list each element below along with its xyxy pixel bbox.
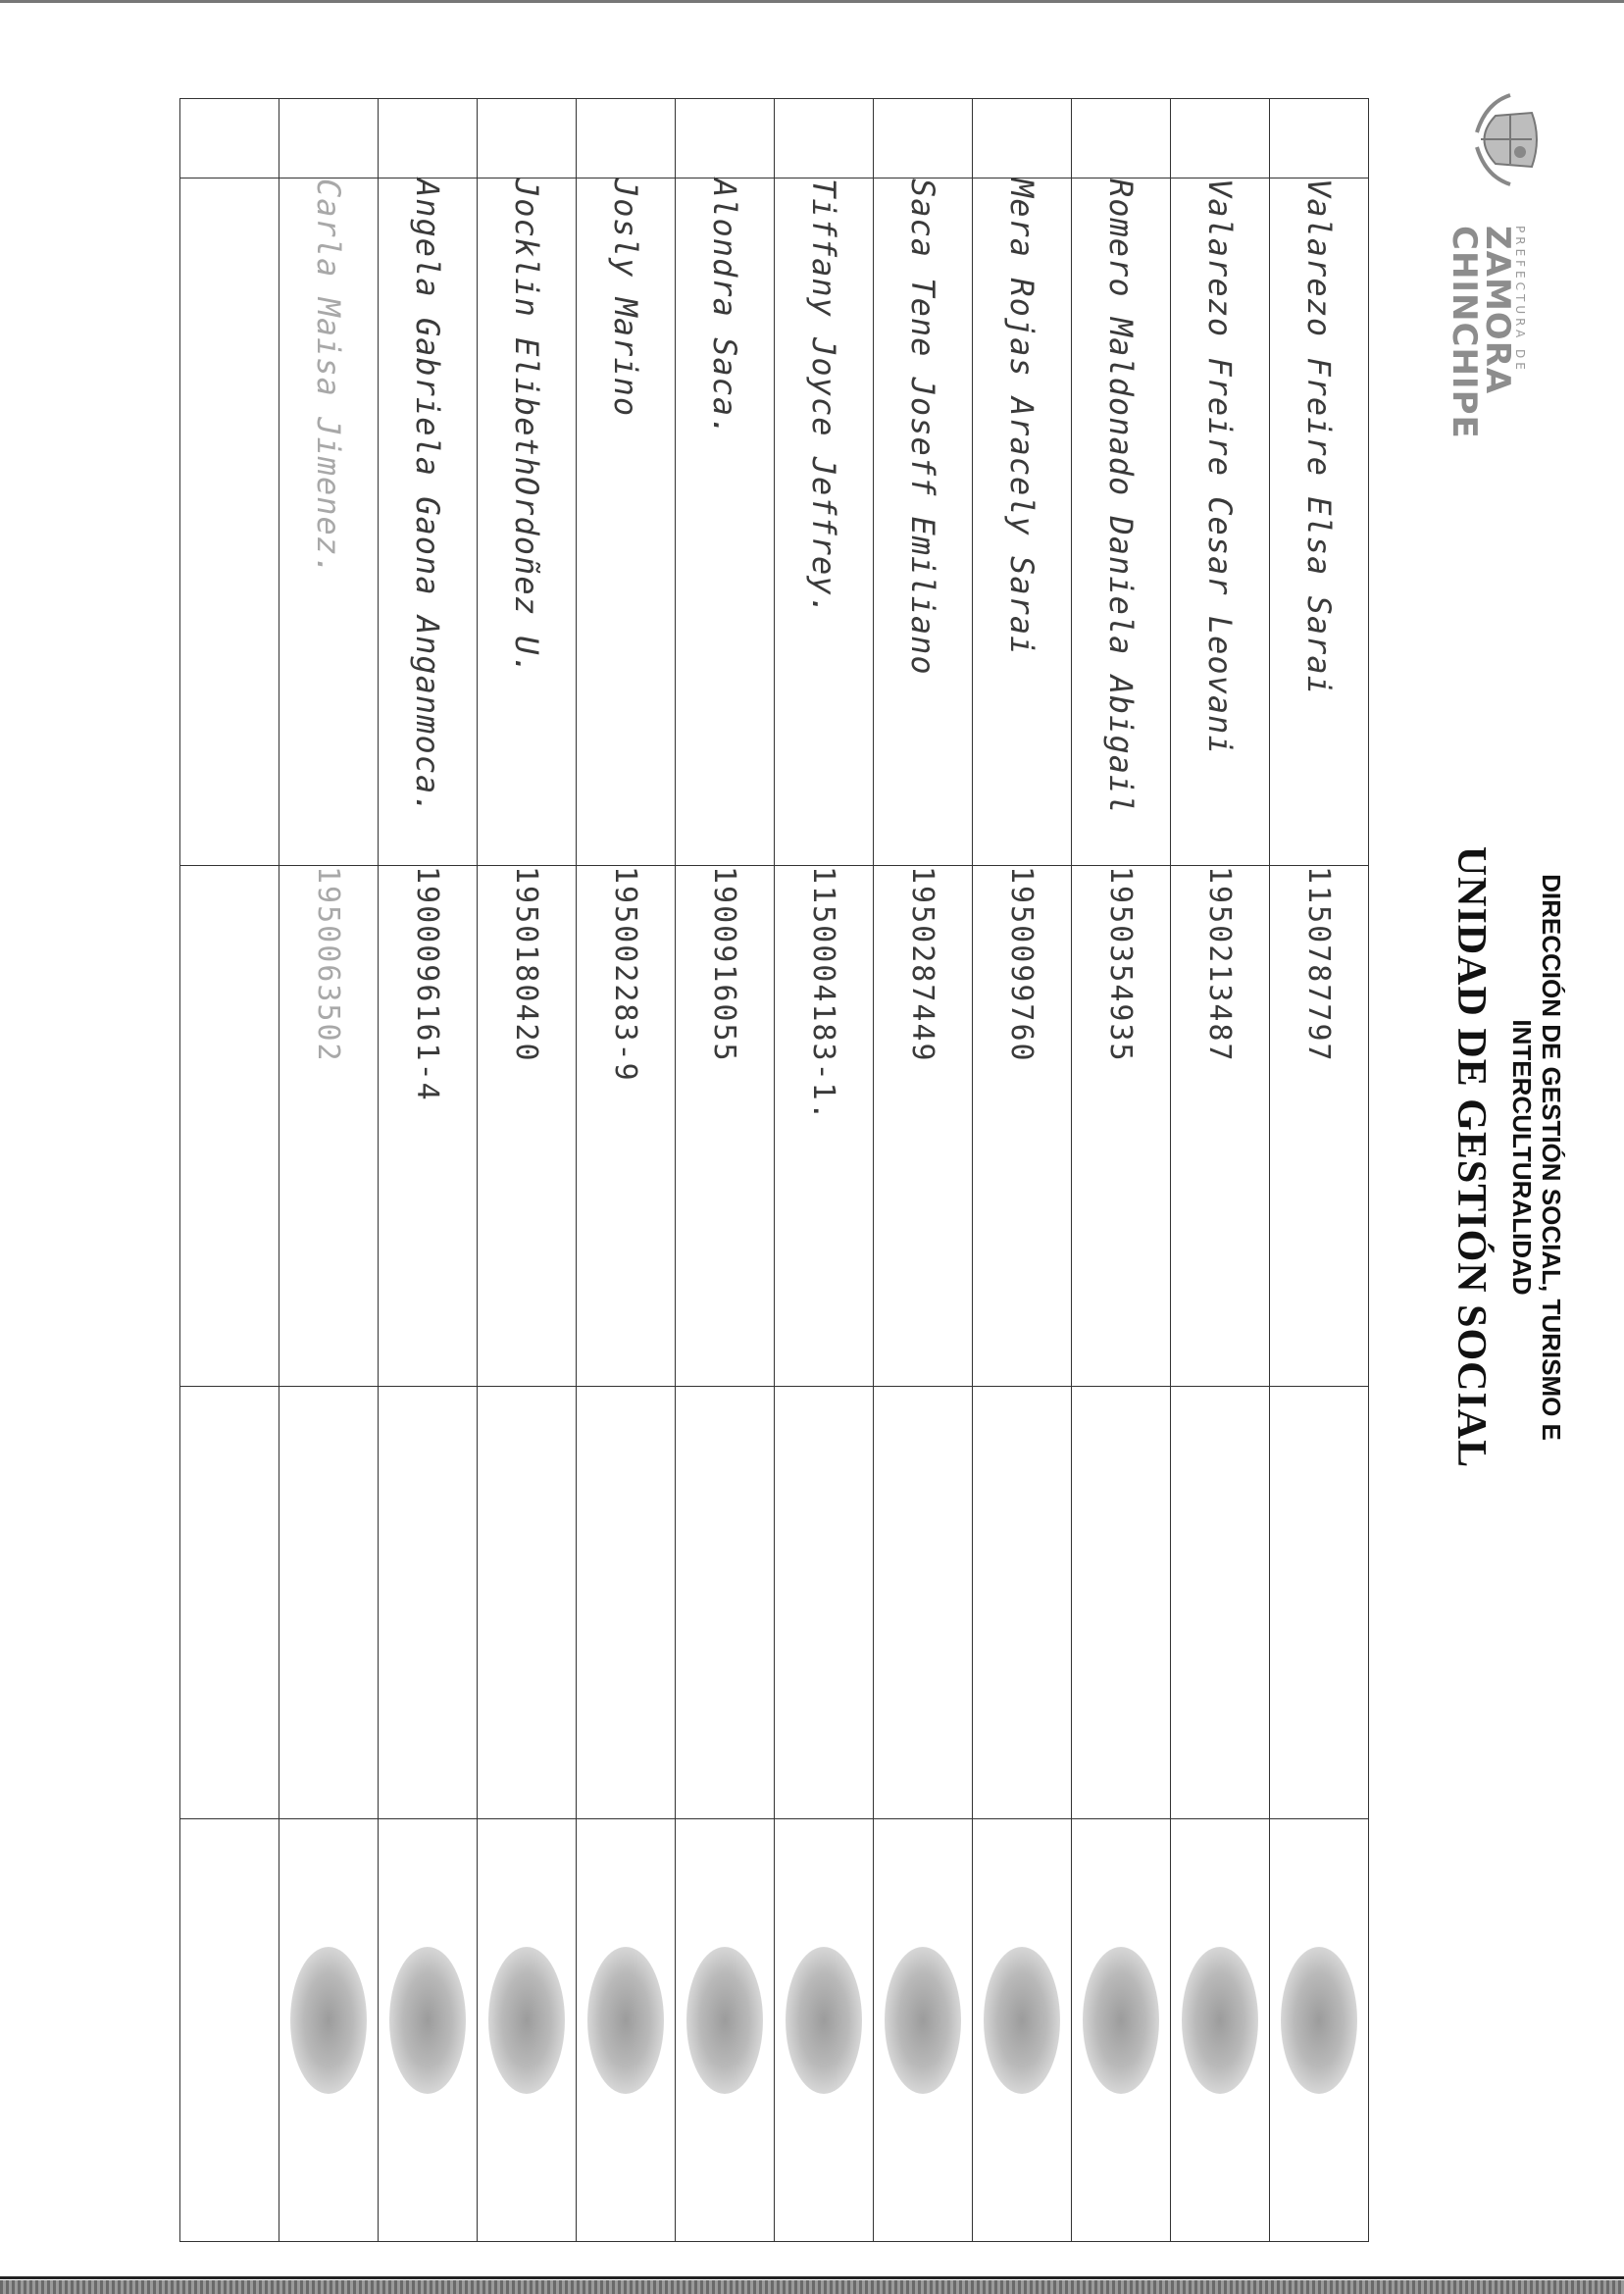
- direction-title: DIRECCIÓN DE GESTIÓN SOCIAL, TURISMO E INTERCULTURALIDAD: [1507, 874, 1566, 1441]
- id-number-cell: 1950213487: [1171, 866, 1270, 1387]
- id-number-cell: 1950180420: [478, 866, 577, 1387]
- row-number-cell: [478, 99, 577, 178]
- table-row: [279, 99, 379, 2242]
- id-number-cell: 1950099760: [973, 866, 1072, 1387]
- row-number-cell: [577, 99, 676, 178]
- id-number-cell: 1150787797: [1270, 866, 1369, 1387]
- table-row: [1072, 99, 1171, 2242]
- scan-bottom-edge: [0, 2280, 1624, 2294]
- row-number-cell: [1171, 99, 1270, 178]
- signature-cell: [577, 1387, 676, 1819]
- name-cell: Valarezo Freire Elsa Sarai: [1270, 178, 1369, 866]
- signature-cell: [973, 1387, 1072, 1819]
- name-cell: Saca Tene Joseff Emiliano: [874, 178, 973, 866]
- fingerprint-cell: [478, 1819, 577, 2242]
- name-cell: Jocklin ElibethOrdoñez U.: [478, 178, 577, 866]
- name-cell: Mera Rojas Aracely Sarai: [973, 178, 1072, 866]
- fingerprint-mark: [488, 1947, 565, 2094]
- id-number-cell: 195002283-9: [577, 866, 676, 1387]
- signature-cell: [379, 1387, 478, 1819]
- fingerprint-cell: [279, 1819, 379, 2242]
- id-number-cell: 1950287449: [874, 866, 973, 1387]
- prefecture-seal-logo: [1471, 93, 1540, 186]
- signature-cell: [1270, 1387, 1369, 1819]
- empty-cell: [180, 866, 279, 1387]
- attendance-table: [179, 98, 1369, 2242]
- id-number-cell: 1950354935: [1072, 866, 1171, 1387]
- logo-small-text: PREFECTURA DE: [1513, 226, 1527, 374]
- table-row: [1171, 99, 1270, 2242]
- fingerprint-cell: [676, 1819, 775, 2242]
- row-number-cell: [1072, 99, 1171, 178]
- fingerprint-cell: [775, 1819, 874, 2242]
- empty-cell: [180, 99, 279, 178]
- fingerprint-mark: [786, 1947, 862, 2094]
- fingerprint-cell: [874, 1819, 973, 2242]
- fingerprint-cell: [1270, 1819, 1369, 2242]
- table-row: [973, 99, 1072, 2242]
- logo-zamora: ZAMORA: [1478, 226, 1517, 395]
- name-cell: Alondra Saca.: [676, 178, 775, 866]
- name-cell: Tiffany Joyce Jeffrey.: [775, 178, 874, 866]
- id-number-cell: 1900096161-4: [379, 866, 478, 1387]
- row-number-cell: [874, 99, 973, 178]
- signature-cell: [676, 1387, 775, 1819]
- prefecture-wordmark: [1447, 226, 1526, 439]
- fingerprint-mark: [984, 1947, 1060, 2094]
- fingerprint-cell: [973, 1819, 1072, 2242]
- fingerprint-mark: [885, 1947, 961, 2094]
- fingerprint-cell: [577, 1819, 676, 2242]
- name-cell: Angela Gabriela Gaona Anganmoca.: [379, 178, 478, 866]
- fingerprint-mark: [587, 1947, 664, 2094]
- table-row: [775, 99, 874, 2242]
- empty-cell: [180, 178, 279, 866]
- signature-cell: [775, 1387, 874, 1819]
- fingerprint-mark: [1182, 1947, 1258, 2094]
- fingerprint-mark: [290, 1947, 367, 2094]
- row-number-cell: [379, 99, 478, 178]
- fingerprint-mark: [686, 1947, 763, 2094]
- id-number-cell: 1150004183-1.: [775, 866, 874, 1387]
- name-cell: Josly Marino: [577, 178, 676, 866]
- logo-chinchipe: CHINCHIPE: [1445, 226, 1484, 439]
- fingerprint-cell: [379, 1819, 478, 2242]
- table-row: [577, 99, 676, 2242]
- empty-cell: [180, 1819, 279, 2242]
- fingerprint-mark: [1281, 1947, 1357, 2094]
- empty-cell: [180, 1387, 279, 1819]
- row-number-cell: [279, 99, 379, 178]
- table-row: [676, 99, 775, 2242]
- row-number-cell: [1270, 99, 1369, 178]
- id-number-cell: 1900916055: [676, 866, 775, 1387]
- name-cell: Carla Maisa Jimenez.: [279, 178, 379, 866]
- signature-cell: [279, 1387, 379, 1819]
- name-cell: Romero Maldonado Daniela Abigail: [1072, 178, 1171, 866]
- name-cell: Valarezo Freire Cesar Leovani: [1171, 178, 1270, 866]
- row-number-cell: [676, 99, 775, 178]
- table-row-empty: [180, 99, 279, 2242]
- signature-cell: [874, 1387, 973, 1819]
- signature-cell: [478, 1387, 577, 1819]
- fingerprint-cell: [1072, 1819, 1171, 2242]
- signature-cell: [1072, 1387, 1171, 1819]
- unit-title: UNIDAD DE GESTIÓN SOCIAL: [1448, 845, 1494, 1469]
- table-row: [1270, 99, 1369, 2242]
- table-row: [379, 99, 478, 2242]
- fingerprint-mark: [1083, 1947, 1159, 2094]
- signature-cell: [1171, 1387, 1270, 1819]
- fingerprint-mark: [389, 1947, 466, 2094]
- fingerprint-cell: [1171, 1819, 1270, 2242]
- id-number-cell: 1950063502: [279, 866, 379, 1387]
- row-number-cell: [973, 99, 1072, 178]
- table-row: [874, 99, 973, 2242]
- row-number-cell: [775, 99, 874, 178]
- table-row: [478, 99, 577, 2242]
